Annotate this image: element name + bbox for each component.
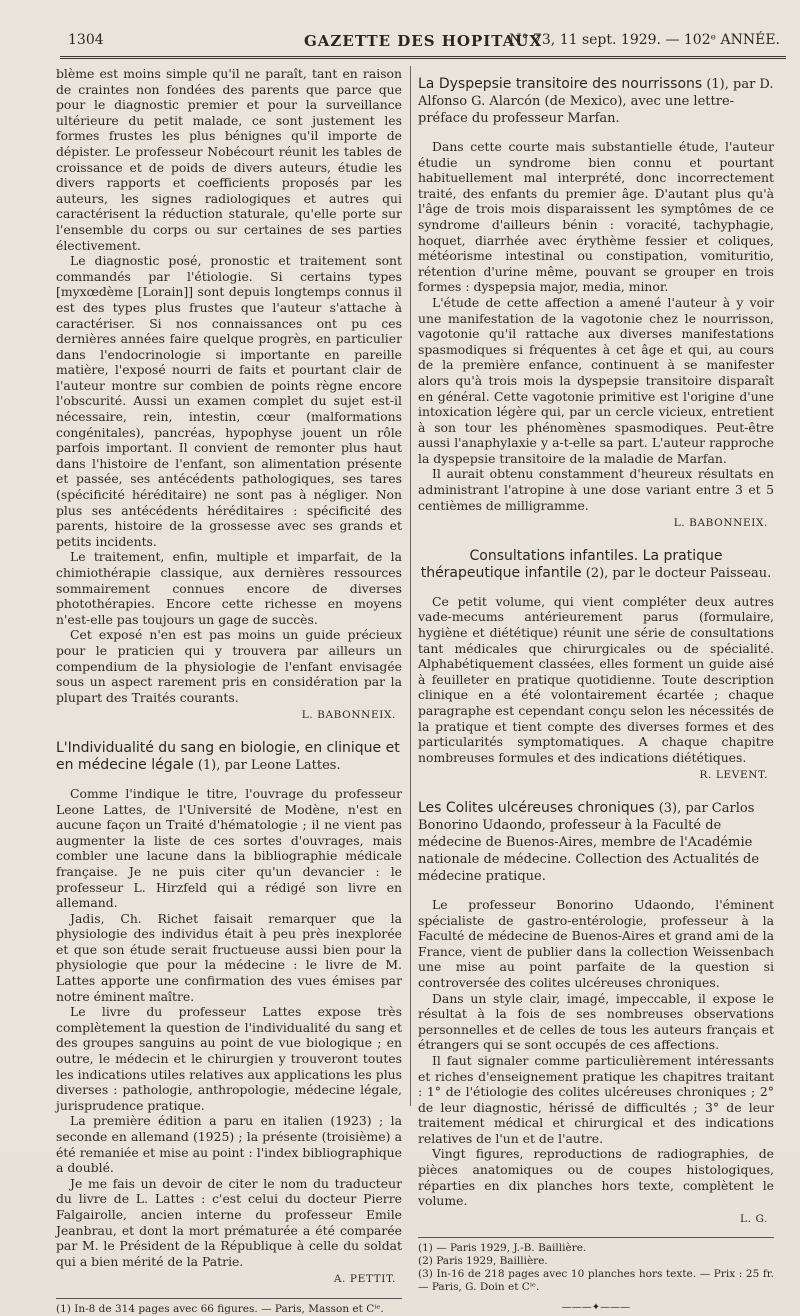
article-title bbox=[418, 548, 774, 582]
signature: L. BABONNEIX. bbox=[673, 517, 768, 530]
article-title-main: L'Individualité du sang en biologie, en clinique et en médecine légale bbox=[56, 739, 400, 773]
right-column bbox=[418, 66, 774, 1316]
footnote: (3) In-16 de 218 pages avec 10 planches hors texte. — Prix : 25 fr. — Paris, G. Doin et Cⁱᵉ. bbox=[418, 1268, 774, 1294]
paragraph: Il faut signaler comme particulièrement intéressants et riches d'enseignement pratique les chapitres traitant : 1° de l'étiologie des colites ulcéreuses chroniques ; 2° de leur diagnostic, hérissé de difficultés ; 3° de leur traitement médical et chirurgical et des indications relatives de l'un et de l'autre. bbox=[418, 1052, 774, 1146]
article-title bbox=[418, 76, 774, 127]
signature: L. G. bbox=[740, 1212, 768, 1225]
paragraph: L'étude de cette affection a amené l'auteur à y voir une manifestation de la vagotonie chez le nourrisson, vagotonie qu'il rattache aux diverses manifestations spasmodiques si fréquentes à cet âge et qui, au cours de la première enfance, continuent à se manifester alors qu'à trois mois la dyspepsie transitoire disparaît en général. Cette vagotonie primitive est l'origine d'une intoxication légère qui, par un cercle vicieux, entretient à son tour les phénomènes spasmodiques. Peut-être aussi l'anaphylaxie y a-t-elle sa part. L'auteur rapproche la dyspepsie transitoire de la maladie de Marfan. bbox=[418, 294, 774, 466]
footnote-rule bbox=[418, 1237, 774, 1238]
signature: L. BABONNEIX. bbox=[301, 709, 396, 722]
article-title-rest: (1), par D. Alfonso G. Alarcón (de Mexico), avec une lettre-préface du professeur Marfan. bbox=[418, 77, 774, 126]
signature: R. LEVENT. bbox=[699, 769, 768, 782]
article-title bbox=[56, 740, 402, 774]
paragraph: Ce petit volume, qui vient compléter deux autres vade-mecums antérieurement parus (formulaire, hygiène et diététique) réunit une série de consultations tant médicales que chirurgicales ou de spécialité. Alphabétiquement classées, elles forment un guide aisé à feuilleter en pratique quotidienne. Toute description clinique en a été volontairement écartée ; chaque paragraphe est cependant conçu selon les nécessités de la pratique et tient compte des diverses formes et des particularités symptomatiques. A chaque chapitre nombreuses formules et des indications diététiques. bbox=[418, 593, 774, 765]
paragraph: Le professeur Bonorino Udaondo, l'éminent spécialiste de gastro-entérologie, professeur à la Faculté de médecine de Buenos-Aires et grand ami de la France, vient de publier dans la collection Weissenbach une mise au point parfaite de la question si controversée des colites ulcéreuses chroniques. bbox=[418, 896, 774, 990]
paragraph: Le diagnostic posé, pronostic et traitement sont commandés par l'étiologie. Si certains types [myxœdème [Lorain]] sont depuis longtemps connus il est des types plus frustes que l'auteur s'attache à caractériser. Si nos connaissances ont pu ces dernières années faire quelque progrès, en particulier dans l'endocrinologie si importante en pareille matière, l'exposé nourri de faits et pourtant clair de l'auteur montre sur combien de points règne encore l'obscurité. Aussi un examen complet du sujet est-il nécessaire, rein, intestin, cœur (malformations congénitales), pancréas, hypophyse jouent un rôle parfois important. Il convient de remonter plus haut dans l'histoire de l'enfant, son alimentation présente et passée, ses antécédents pathologiques, ses tares (spécificité héréditaire) ne sont pas à négliger. Non plus ses antécédents héréditaires : spécificité des parents, histoire de la grossesse avec ses grands et petits incidents. bbox=[56, 253, 402, 549]
paragraph: La première édition a paru en italien (1923) ; la seconde en allemand (1925) ; la présente (troisième) a été remaniée et mise au point : l'index bibliographique a doublé. bbox=[56, 1113, 402, 1176]
paragraph: Comme l'indique le titre, l'ouvrage du professeur Leone Lattes, de l'Université de Modène, n'est en aucune façon un Traité d'hématologie ; il ne vient pas augmenter la liste de ces sortes d'ouvrages, mais combler une lacune dans la bibliographie médicale française. Je ne puis citer qu'un devancier : le professeur L. Hirzfeld qui a rédigé son livre en allemand. bbox=[56, 785, 402, 911]
paragraph: Cet exposé n'en est pas moins un guide précieux pour le praticien qui y trouvera par ailleurs un compendium de la physiologie de l'enfant envisagée sous un aspect rarement pris en considération par la plupart des Traités courants. bbox=[56, 627, 402, 705]
paragraph: Le livre du professeur Lattes expose très complètement la question de l'individualité du sang et des groupes sanguins au point de vue biologique ; en outre, le médecin et le chirurgien y trouveront toutes les indications utiles relatives aux applications les plus diverses : pathologie, anthropologie, médecine légale, jurisprudence pratique. bbox=[56, 1004, 402, 1113]
left-column bbox=[56, 66, 402, 1316]
column-divider bbox=[410, 66, 411, 1106]
signature: A. PETTIT. bbox=[333, 1273, 396, 1286]
footnote: (1) In-8 de 314 pages avec 66 figures. — Paris, Masson et Cⁱᵉ. bbox=[56, 1302, 384, 1315]
footnote-rule bbox=[56, 1298, 402, 1299]
article-title-main: Les Colites ulcéreuses chroniques bbox=[418, 799, 655, 816]
article-title-rest: (1), par Leone Lattes. bbox=[193, 757, 341, 773]
paragraph: Il aurait obtenu constamment d'heureux résultats en administrant l'atropine à une dose variant entre 3 et 5 centièmes de milligramme. bbox=[418, 466, 774, 513]
issue-date: N° 73, 11 sept. 1929. — 102ᵉ ANNÉE. bbox=[509, 32, 780, 48]
article-title-rest: (2), par le docteur Paisseau. bbox=[581, 565, 772, 581]
article-title-main: Consultations infantiles. La pratique thérapeutique infantile bbox=[420, 547, 723, 581]
journal-title: GAZETTE DES HOPITAUX bbox=[303, 32, 542, 50]
page-header bbox=[60, 30, 786, 59]
paragraph: Je me fais un devoir de citer le nom du traducteur du livre de L. Lattes : c'est celui du docteur Pierre Falgairolle, ancien interne du professeur Emile Jeanbrau, et dont la mort prématurée a été comparée par M. le Président de la République à celle du soldat qui a bien mérité de la Patrie. bbox=[56, 1175, 402, 1269]
paragraph: Dans cette courte mais substantielle étude, l'auteur étudie un syndrome bien connu et pourtant habituellement mal interprété, donc incorrectement traité, des enfants du premier âge. D'autant plus qu'à l'âge de trois mois disparaissent les symptômes de ce syndrome d'ailleurs bénin : voracité, tachyphagie, hoquet, diarrhée avec érythème fessier et coliques, météorisme intestinal ou constipation, vomituritio, rétention d'urine même, pouvant se grouper en trois formes : dyspepsia major, media, minor. bbox=[418, 139, 774, 295]
paragraph: blème est moins simple qu'il ne paraît, tant en raison de craintes non fondées des parents que parce que pour le diagnostic premier et pour la surveillance ultérieure du petit malade, ce sont justement les formes frustes les plus bénignes qu'il importe de dépister. Le professeur Nobécourt réunit les tables de croissance et de poids de divers auteurs, étudie les divers rapports et coefficients proposés par les auteurs, les signes radiologiques et autres qui caractérisent la réduction staturale, qu'elle porte sur l'ensemble du corps ou sur certaines de ses parties électivement. bbox=[56, 66, 402, 253]
footnote: (2) Paris 1929, Baillière. bbox=[418, 1255, 548, 1268]
paragraph: Dans un style clair, imagé, impeccable, il expose le résultat à la fois de ses nombreuses observations personnelles et de celles de tous les auteurs français et étrangers qui se sont occupés de ces affections. bbox=[418, 990, 774, 1053]
page-number: 1304 bbox=[68, 32, 104, 48]
article-title bbox=[418, 800, 774, 885]
paragraph: Jadis, Ch. Richet faisait remarquer que la physiologie des individus était à peu près inexplorée et que son étude serait fructueuse aussi bien pour la physiologie que pour la médecine : le livre de M. Lattes apporte une confirmation des vues émises par notre éminent maître. bbox=[56, 910, 402, 1004]
footnote: (1) — Paris 1929, J.-B. Baillière. bbox=[418, 1242, 587, 1255]
ornament-divider: ———✦——— bbox=[561, 1302, 631, 1314]
article-title-rest: (3), par Carlos Bonorino Udaondo, professeur à la Faculté de médecine de Buenos-Aires, membre de l'Académie nationale de médecine. Collection des Actualités de médecine pratique. bbox=[418, 800, 760, 884]
paragraph: Vingt figures, reproductions de radiographies, de pièces anatomiques ou de coupes histologiques, réparties en dix planches hors texte, complètent le volume. bbox=[418, 1146, 774, 1209]
paragraph: Le traitement, enfin, multiple et imparfait, de la chimiothérapie classique, aux dernières ressources sommairement connues encore de diverses photothérapies. Encore cette richesse en moyens n'est-elle pas toujours un gage de succès. bbox=[56, 549, 402, 627]
article-title-main: La Dyspepsie transitoire des nourrissons bbox=[418, 76, 703, 92]
